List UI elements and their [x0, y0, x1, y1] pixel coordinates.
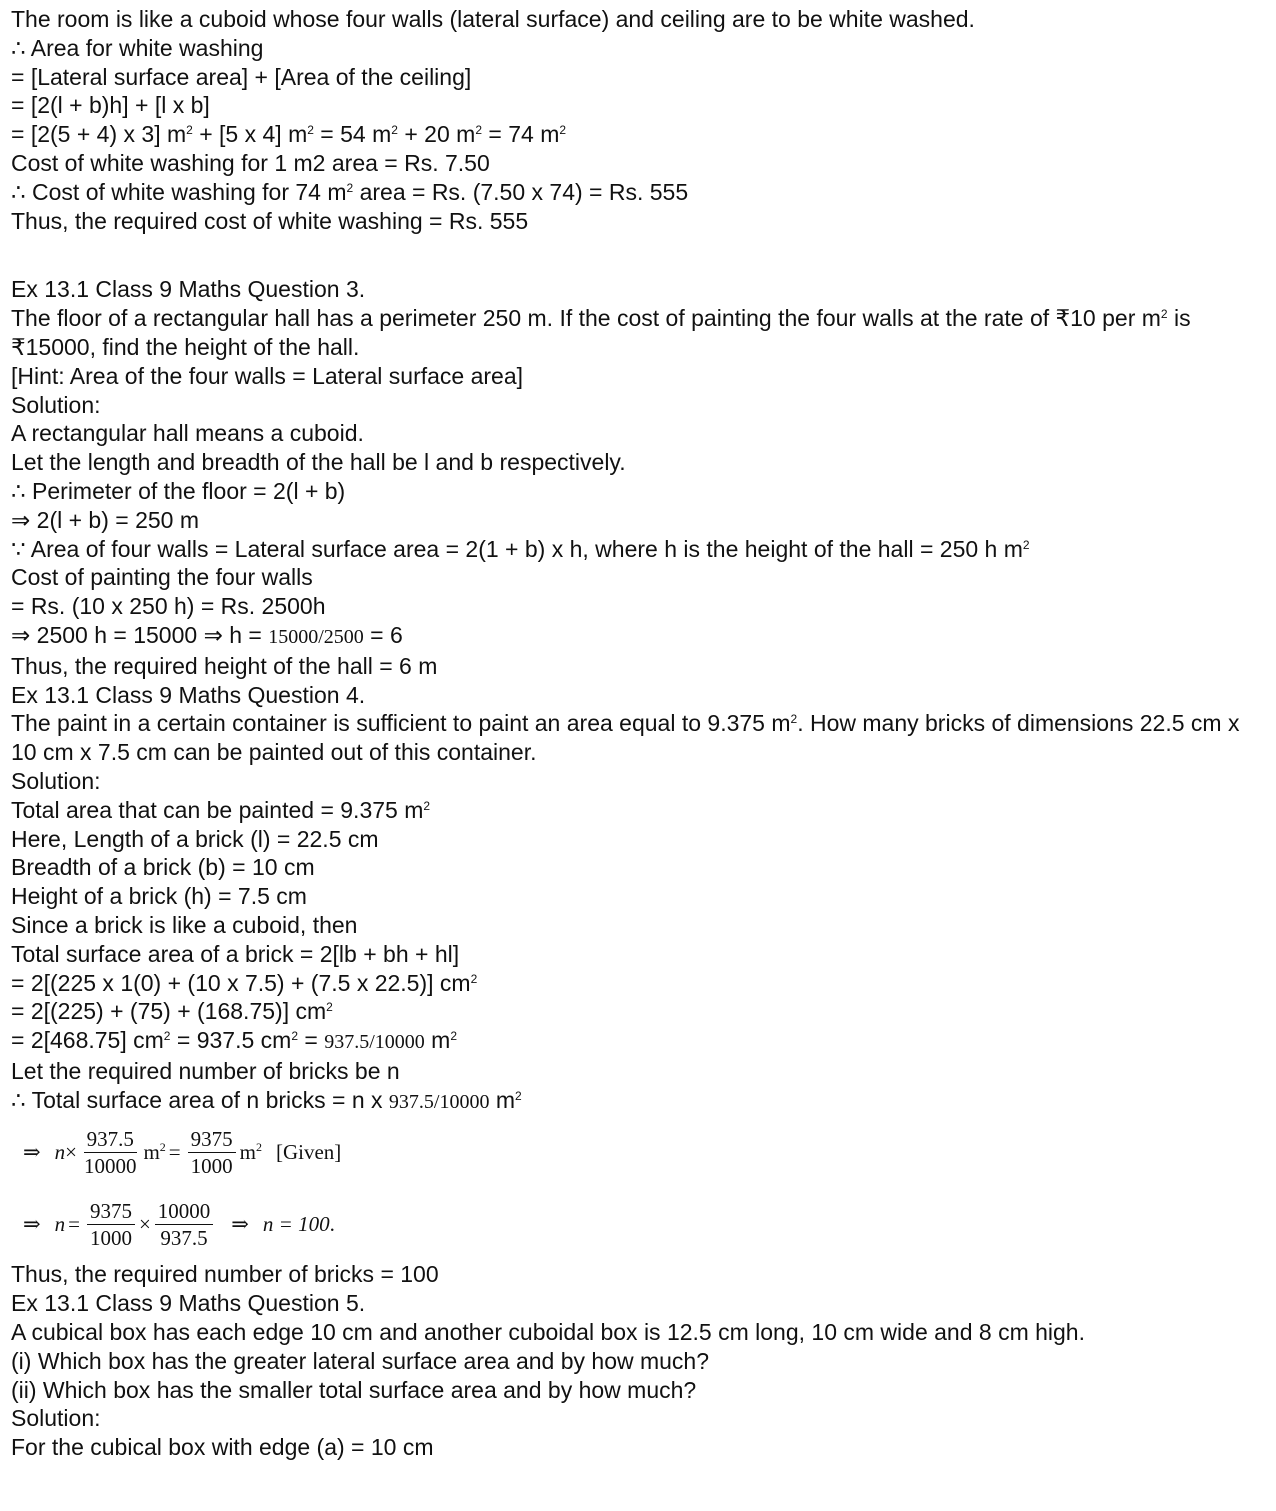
document-body [11, 5, 1261, 1462]
variable-n: n [54, 1139, 66, 1164]
fraction: $\frac{9375}{1000}$ [188, 1126, 236, 1179]
text-line: = 2[(225 x 1(0) + (10 x 7.5) + (7.5 x 22.5)] $cm^2$ [11, 969, 478, 996]
text-line: Let the required number of bricks be n [11, 1057, 400, 1084]
solution-label: Solution: [11, 767, 101, 794]
text-line: Cost of painting the four walls [11, 564, 313, 591]
text-line: Breadth of a brick (b) = 10 cm [11, 854, 315, 881]
question-4-text: The paint in a certain container is sufficient to paint an area equal to 9.375 $m^2$. How many bricks of dimensions 22.5 cm x 10 cm x 7.5 cm can be painted out of this container. [11, 710, 1240, 766]
question-5-text: A cubical box has each edge 10 cm and another cuboidal box is 12.5 cm long, 10 cm wide and 8 cm high. [11, 1319, 1085, 1346]
text-line: The room is like a cuboid whose four walls (lateral surface) and ceiling are to be white washed. [11, 6, 975, 32]
question-5-heading: Ex 13.1 Class 9 Maths Question 5. [11, 1290, 366, 1317]
text-line: Total surface area of a brick = 2[lb + bh + hl] [11, 940, 460, 967]
text-line: ⇒ 2500 h = 15000 ⇒ h = 15000/2500 = 6 [11, 621, 403, 648]
text-line: For the cubical box with edge (a) = 10 cm [11, 1434, 434, 1461]
fraction: $\frac{10000}{937.5}$ [155, 1198, 214, 1251]
text-line: ∴ Cost of white washing for 74 $m^2$ area = Rs. (7.50 x 74) = Rs. 555 [11, 178, 689, 205]
text-line: Thus, the required number of bricks = 100 [11, 1261, 439, 1288]
equals-symbol: = [68, 1211, 80, 1236]
text-line: = [2(l + b)h] + [l x b] [11, 92, 210, 119]
text-line: ∴ Total surface area of n bricks = n x 937.5/10000 $m^2$ [11, 1086, 522, 1113]
area-calculation: = [2(5 + 4) x 3] $m^2 + [5$ x 4] $m^2 = 54$ $m^2 + 20$ $m^2 = 74$ $m^2$ [11, 121, 567, 148]
unit: $m^2$ [239, 1139, 262, 1164]
implies-symbol: ⇒ [231, 1211, 249, 1236]
section-gap [11, 235, 1261, 275]
variable-n: n [54, 1211, 66, 1236]
implies-symbol: ⇒ [23, 1139, 41, 1164]
text-line: Let the length and breadth of the hall be l and b respectively. [11, 449, 626, 476]
hint-text: [Hint: Area of the four walls = Lateral surface area] [11, 362, 524, 389]
given-label: [Given] [275, 1139, 342, 1164]
times-symbol: × [65, 1139, 77, 1164]
text-line: (ii) Which box has the smaller total surface area and by how much? [11, 1376, 697, 1403]
text-line: = [Lateral surface area] + [Area of the ceiling] [11, 63, 472, 90]
text-line: Thus, the required cost of white washing = Rs. 555 [11, 207, 529, 234]
text-line: Total area that can be painted = 9.375 $m^2$ [11, 796, 431, 823]
text-line: Height of a brick (h) = 7.5 cm [11, 883, 307, 910]
text-line: Here, Length of a brick (l) = 22.5 cm [11, 825, 379, 852]
question-4-heading: Ex 13.1 Class 9 Maths Question 4. [11, 681, 366, 708]
equation-1 [11, 1116, 1261, 1188]
solution-label: Solution: [11, 1405, 101, 1432]
fraction: $\frac{9375}{1000}$ [87, 1198, 135, 1251]
text-line: = Rs. (10 x 250 h) = Rs. 2500h [11, 593, 326, 620]
text-line: ⇒ 2(l + b) = 250 m [11, 506, 200, 533]
text-line: = 2[(225) + (75) + (168.75)] $cm^2$ [11, 998, 333, 1025]
implies-symbol: ⇒ [23, 1211, 41, 1236]
equation-2: ⇒ n = $\frac{9375}{1000}$ × $\frac{10000}{937.5}$ ⇒ n = 100 . [23, 1198, 335, 1250]
text-line: = 2[468.75] $cm^2 = 937.5$ $cm^2 = 937.5/10000$ $m^2$ [11, 1027, 458, 1054]
text-line: Thus, the required height of the hall = 6 m [11, 652, 438, 679]
text-line: A rectangular hall means a cuboid. [11, 420, 364, 447]
fraction: $\frac{937.5}{10000}$ [83, 1126, 137, 1178]
solution-label: Solution: [11, 391, 101, 418]
question-3-text: The floor of a rectangular hall has a perimeter 250 m. If the cost of painting the four walls at the rate of ₹10 per $m^2$ is ₹15000, find the height of the hall. [11, 305, 1191, 360]
text-line: Since a brick is like a cuboid, then [11, 911, 358, 938]
equals-symbol: = [168, 1139, 181, 1164]
times-symbol: × [138, 1211, 151, 1236]
question-3-heading: Ex 13.1 Class 9 Maths Question 3. [11, 276, 366, 303]
text-line: Cost of white washing for 1 m2 area = Rs. 7.50 [11, 149, 490, 176]
unit: $m^2$ [143, 1139, 166, 1164]
text-line: ∴ Perimeter of the floor = 2(l + b) [11, 477, 346, 504]
text-line: (i) Which box has the greater lateral surface area and by how much? [11, 1347, 710, 1374]
result: n = 100 [262, 1211, 330, 1236]
text-line: ∵ Area of four walls = Lateral surface area = 2(1 + b) x h, where h is the height of the hall = 250 h $m^2$ [11, 535, 1030, 562]
text-line: ∴ Area for white washing [11, 34, 264, 61]
